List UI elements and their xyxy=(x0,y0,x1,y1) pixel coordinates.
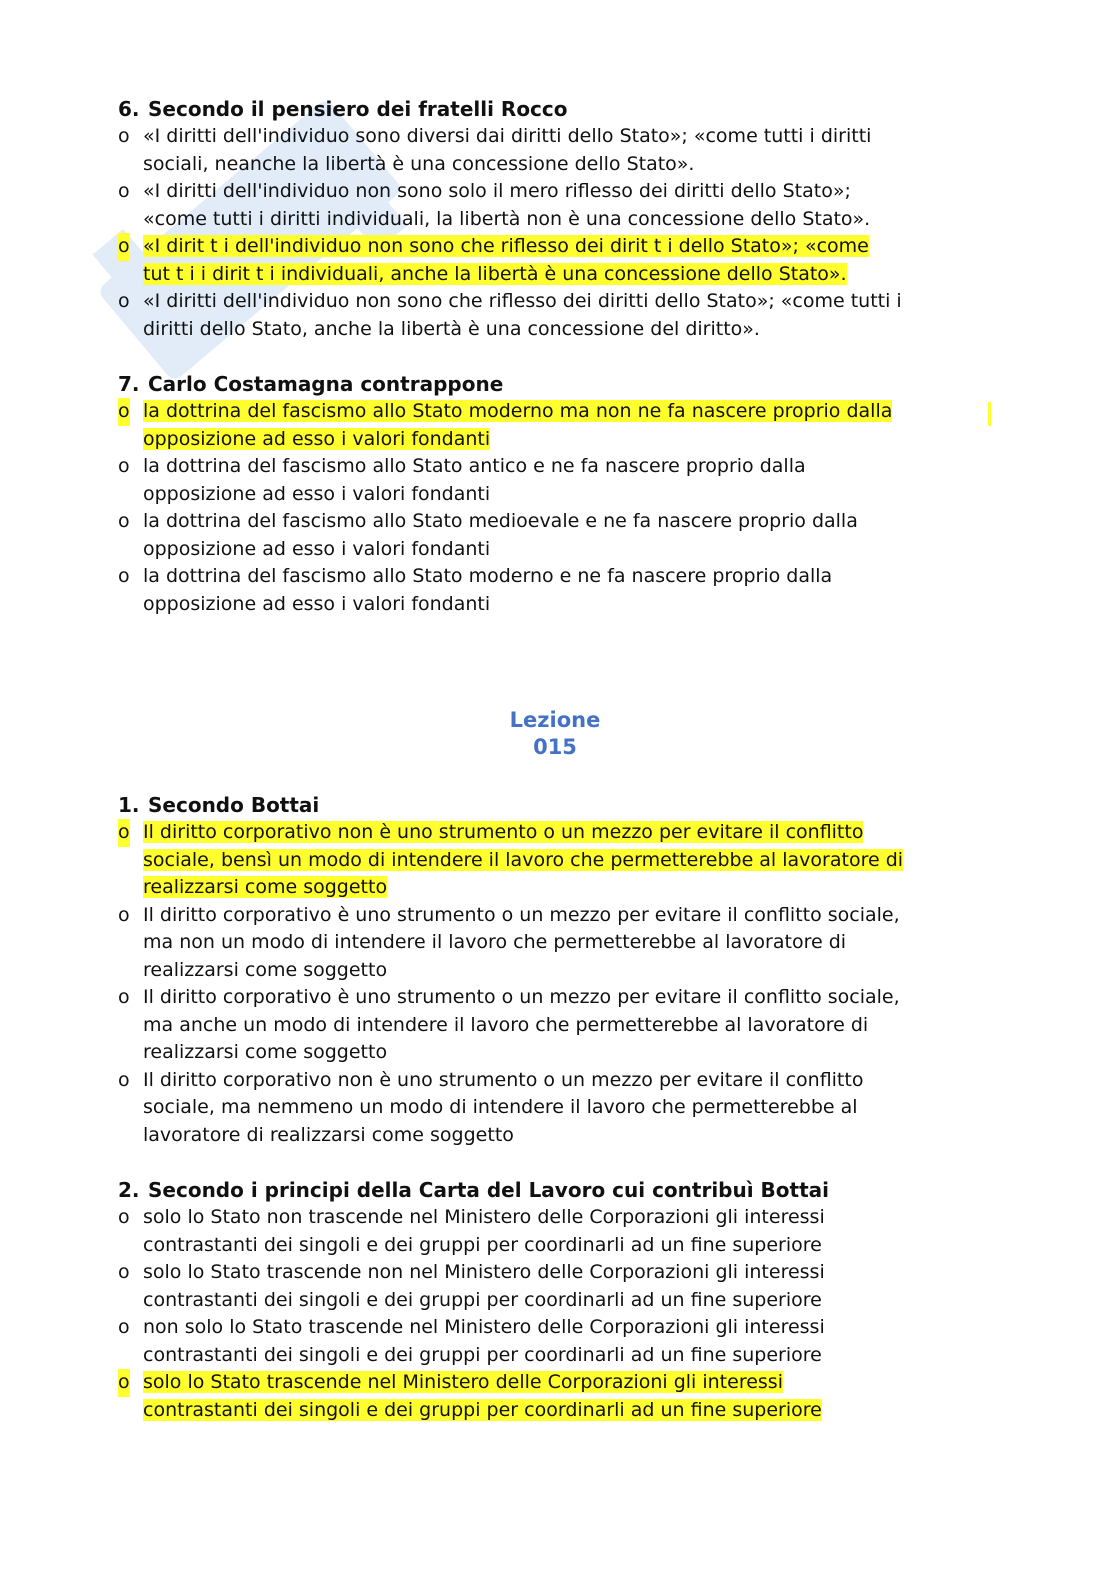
question-title xyxy=(118,370,998,398)
option-line: lavoratore di realizzarsi come soggetto xyxy=(143,1123,514,1146)
answer-option xyxy=(118,508,998,563)
bullet-marker: o xyxy=(118,986,130,1008)
option-line: opposizione ad esso i valori fondanti xyxy=(143,482,491,505)
question-text: Secondo i principi della Carta del Lavoro cui contribuì Bottai xyxy=(148,1178,830,1202)
bullet-marker: o xyxy=(118,819,130,847)
bullet-marker: o xyxy=(118,510,130,532)
option-line: «I diritti dell'individuo sono diversi dai diritti dello Stato»; «come tutti i diritti xyxy=(143,125,872,147)
option-line: la dottrina del fascismo allo Stato moderno e ne fa nascere proprio dalla xyxy=(143,565,833,587)
question-title xyxy=(118,791,998,819)
answer-option xyxy=(118,1067,998,1150)
answer-option-highlighted xyxy=(118,398,998,453)
option-line: contrastanti dei singoli e dei gruppi per coordinarli ad un fine superiore xyxy=(143,1343,822,1366)
option-line: solo lo Stato non trascende nel Ministero delle Corporazioni gli interessi xyxy=(143,1206,825,1228)
option-line: «I diritti dell'individuo non sono solo il mero riflesso dei diritti dello Stato»; xyxy=(143,180,851,202)
bullet-marker: o xyxy=(118,398,130,426)
option-line: ma non un modo di intendere il lavoro che permetterebbe al lavoratore di xyxy=(143,931,847,953)
question-2 xyxy=(118,1176,998,1424)
bullet-marker: o xyxy=(118,1261,130,1283)
document-page xyxy=(118,95,998,1451)
options-list xyxy=(118,819,998,1149)
answer-option xyxy=(118,178,998,233)
bullet-marker: o xyxy=(118,125,130,147)
option-line: contrastanti dei singoli e dei gruppi per coordinarli ad un fine superiore xyxy=(143,1233,822,1256)
answer-option-highlighted xyxy=(118,233,998,288)
bullet-marker: o xyxy=(118,1206,130,1228)
options-list xyxy=(118,1204,998,1424)
option-line: solo lo Stato trascende non nel Ministero delle Corporazioni gli interessi xyxy=(143,1261,825,1283)
bullet-marker: o xyxy=(118,180,130,202)
options-list xyxy=(118,398,998,618)
question-1 xyxy=(118,791,998,1149)
question-number: 7. xyxy=(118,372,140,396)
option-line: diritti dello Stato, anche la libertà è una concessione del diritto». xyxy=(143,317,760,340)
answer-option xyxy=(118,1259,998,1314)
option-line: contrastanti dei singoli e dei gruppi per coordinarli ad un fine superiore xyxy=(143,1398,822,1421)
option-line: Il diritto corporativo è uno strumento o un mezzo per evitare il conflitto sociale, xyxy=(143,986,900,1008)
question-7 xyxy=(118,370,998,618)
options-list xyxy=(118,123,998,343)
bullet-marker: o xyxy=(118,1068,130,1091)
option-line: «I dirit t i dell'individuo non sono che riflesso dei dirit t i dello Stato»; «come xyxy=(143,235,869,257)
lesson-heading xyxy=(118,707,992,761)
option-line: la dottrina del fascismo allo Stato medioevale e ne fa nascere proprio dalla xyxy=(143,510,858,532)
bullet-marker: o xyxy=(118,1316,130,1338)
bullet-marker: o xyxy=(118,455,130,477)
bullet-marker: o xyxy=(118,903,130,926)
option-line: la dottrina del fascismo allo Stato moderno ma non ne fa nascere proprio dalla xyxy=(143,400,893,422)
question-text: Secondo il pensiero dei fratelli Rocco xyxy=(148,97,568,121)
option-line: realizzarsi come soggetto xyxy=(143,876,388,898)
question-6 xyxy=(118,95,998,343)
answer-option xyxy=(118,1314,998,1369)
question-title xyxy=(118,1176,998,1204)
option-line: opposizione ad esso i valori fondanti xyxy=(143,592,491,615)
option-line: «I diritti dell'individuo non sono che riflesso dei diritti dello Stato»; «come tutti i xyxy=(143,290,902,312)
answer-option xyxy=(118,563,998,618)
answer-option xyxy=(118,902,998,985)
lesson-label: Lezione xyxy=(509,708,601,732)
answer-option xyxy=(118,1204,998,1259)
bullet-marker: o xyxy=(118,565,130,587)
answer-option xyxy=(118,123,998,178)
answer-option xyxy=(118,984,998,1067)
bullet-marker: o xyxy=(118,233,130,261)
bullet-marker: o xyxy=(118,290,130,312)
option-line: opposizione ad esso i valori fondanti xyxy=(143,537,491,560)
option-line: sociale, ma nemmeno un modo di intendere il lavoro che permetterebbe al xyxy=(143,1096,858,1118)
answer-option xyxy=(118,453,998,508)
option-line: ma anche un modo di intendere il lavoro che permetterebbe al lavoratore di xyxy=(143,1013,869,1036)
option-line: realizzarsi come soggetto xyxy=(143,1041,388,1063)
option-line: Il diritto corporativo non è uno strumento o un mezzo per evitare il conflitto xyxy=(143,821,864,843)
answer-option xyxy=(118,288,998,343)
option-line: Il diritto corporativo è uno strumento o un mezzo per evitare il conflitto sociale, xyxy=(143,903,900,926)
lesson-number: 015 xyxy=(533,735,577,759)
option-line: tut t i i dirit t i individuali, anche la libertà è una concessione dello Stato». xyxy=(143,262,847,285)
option-line: contrastanti dei singoli e dei gruppi per coordinarli ad un fine superiore xyxy=(143,1288,822,1311)
answer-option-highlighted xyxy=(118,1369,998,1424)
option-line: sociale, bensì un modo di intendere il lavoro che permetterebbe al lavoratore di xyxy=(143,848,904,871)
question-text: Secondo Bottai xyxy=(148,793,320,817)
question-text: Carlo Costamagna contrappone xyxy=(148,372,504,396)
option-line: «come tutti i diritti individuali, la libertà non è una concessione dello Stato». xyxy=(143,207,871,230)
question-number: 6. xyxy=(118,97,140,121)
question-title xyxy=(118,95,998,123)
option-line: Il diritto corporativo non è uno strumento o un mezzo per evitare il conflitto xyxy=(143,1068,864,1091)
option-line: non solo lo Stato trascende nel Ministero delle Corporazioni gli interessi xyxy=(143,1316,825,1338)
question-number: 1. xyxy=(118,793,140,817)
option-line: la dottrina del fascismo allo Stato antico e ne fa nascere proprio dalla xyxy=(143,455,806,477)
bullet-marker: o xyxy=(118,1369,130,1397)
question-number: 2. xyxy=(118,1178,140,1202)
option-line: sociali, neanche la libertà è una concessione dello Stato». xyxy=(143,152,695,175)
option-line: opposizione ad esso i valori fondanti xyxy=(143,427,491,450)
option-line: realizzarsi come soggetto xyxy=(143,958,388,981)
answer-option-highlighted xyxy=(118,819,998,902)
option-line: solo lo Stato trascende nel Ministero delle Corporazioni gli interessi xyxy=(143,1371,783,1393)
